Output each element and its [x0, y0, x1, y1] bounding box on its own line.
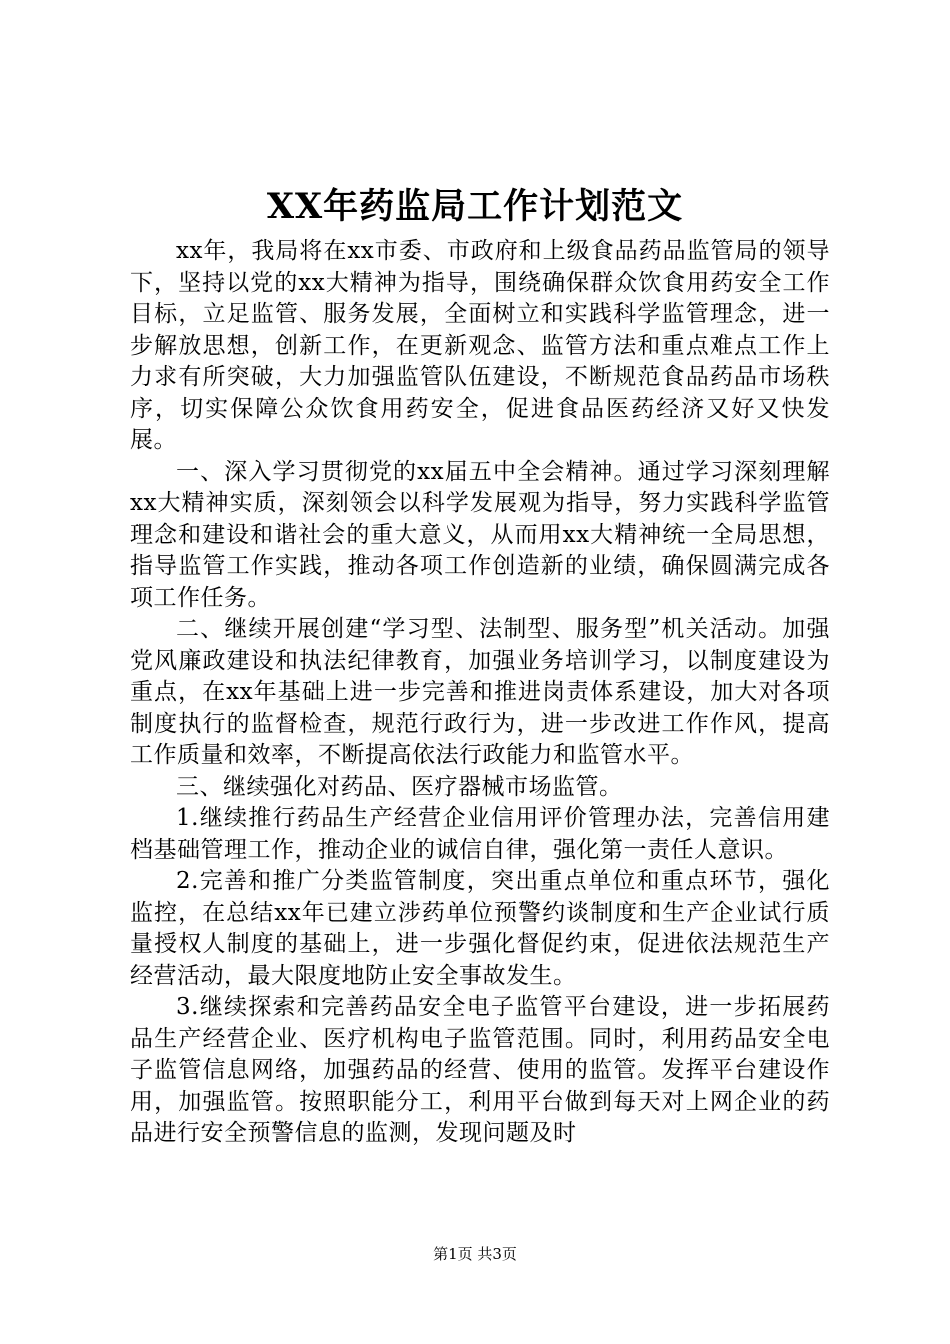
document-title: XX年药监局工作计划范文: [266, 186, 684, 227]
paragraph-section-1: 一、深入学习贯彻党的xx届五中全会精神。通过学习深刻理解xx大精神实质，深刻领会以科学发展观为指导，努力实践科学监管理念和建设和谐社会的重大意义，从而用xx大精神统一全局思想，指导监管工作实践，推动各项工作创造新的业绩，确保圆满完成各项工作任务。: [130, 458, 830, 611]
paragraph-item-2: 2.完善和推广分类监管制度，突出重点单位和重点环节，强化监控，在总结xx年已建立涉药单位预警约谈制度和生产企业试行质量授权人制度的基础上，进一步强化督促约束，促进依法规范生产经营活动，最大限度地防止安全事故发生。: [130, 868, 830, 989]
document-body: [130, 236, 830, 1150]
paragraph-intro: xx年，我局将在xx市委、市政府和上级食品药品监管局的领导下，坚持以党的xx大精神为指导，围绕确保群众饮食用药安全工作目标，立足监管、服务发展，全面树立和实践科学监管理念，进一步解放思想，创新工作，在更新观念、监管方法和重点难点工作上力求有所突破，大力加强监管队伍建设，不断规范食品药品市场秩序，切实保障公众饮食用药安全，促进食品医药经济又好又快发展。: [130, 238, 830, 453]
paragraph-section-2: 二、继续开展创建“学习型、法制型、服务型”机关活动。加强党风廉政建设和执法纪律教育，加强业务培训学习，以制度建设为重点，在xx年基础上进一步完善和推进岗责体系建设，加大对各项制度执行的监督检查，规范行政行为，进一步改进工作作风，提高工作质量和效率，不断提高依法行政能力和监管水平。: [130, 616, 830, 768]
paragraph-section-3-heading: 三、继续强化对药品、医疗器械市场监管。: [176, 773, 623, 800]
paragraph-item-1: 1.继续推行药品生产经营企业信用评价管理办法，完善信用建档基础管理工作，推动企业的诚信自律，强化第一责任人意识。: [130, 805, 830, 863]
paragraph-item-3: 3.继续探索和完善药品安全电子监管平台建设，进一步拓展药品生产经营企业、医疗机构电子监管范围。同时，利用药品安全电子监管信息网络，加强药品的经营、使用的监管。发挥平台建设作用，加强监管。按照职能分工，利用平台做到每天对上网企业的药品进行安全预警信息的监测，发现问题及时: [130, 994, 830, 1146]
page-footer: 第1页 共3页: [433, 1245, 517, 1263]
